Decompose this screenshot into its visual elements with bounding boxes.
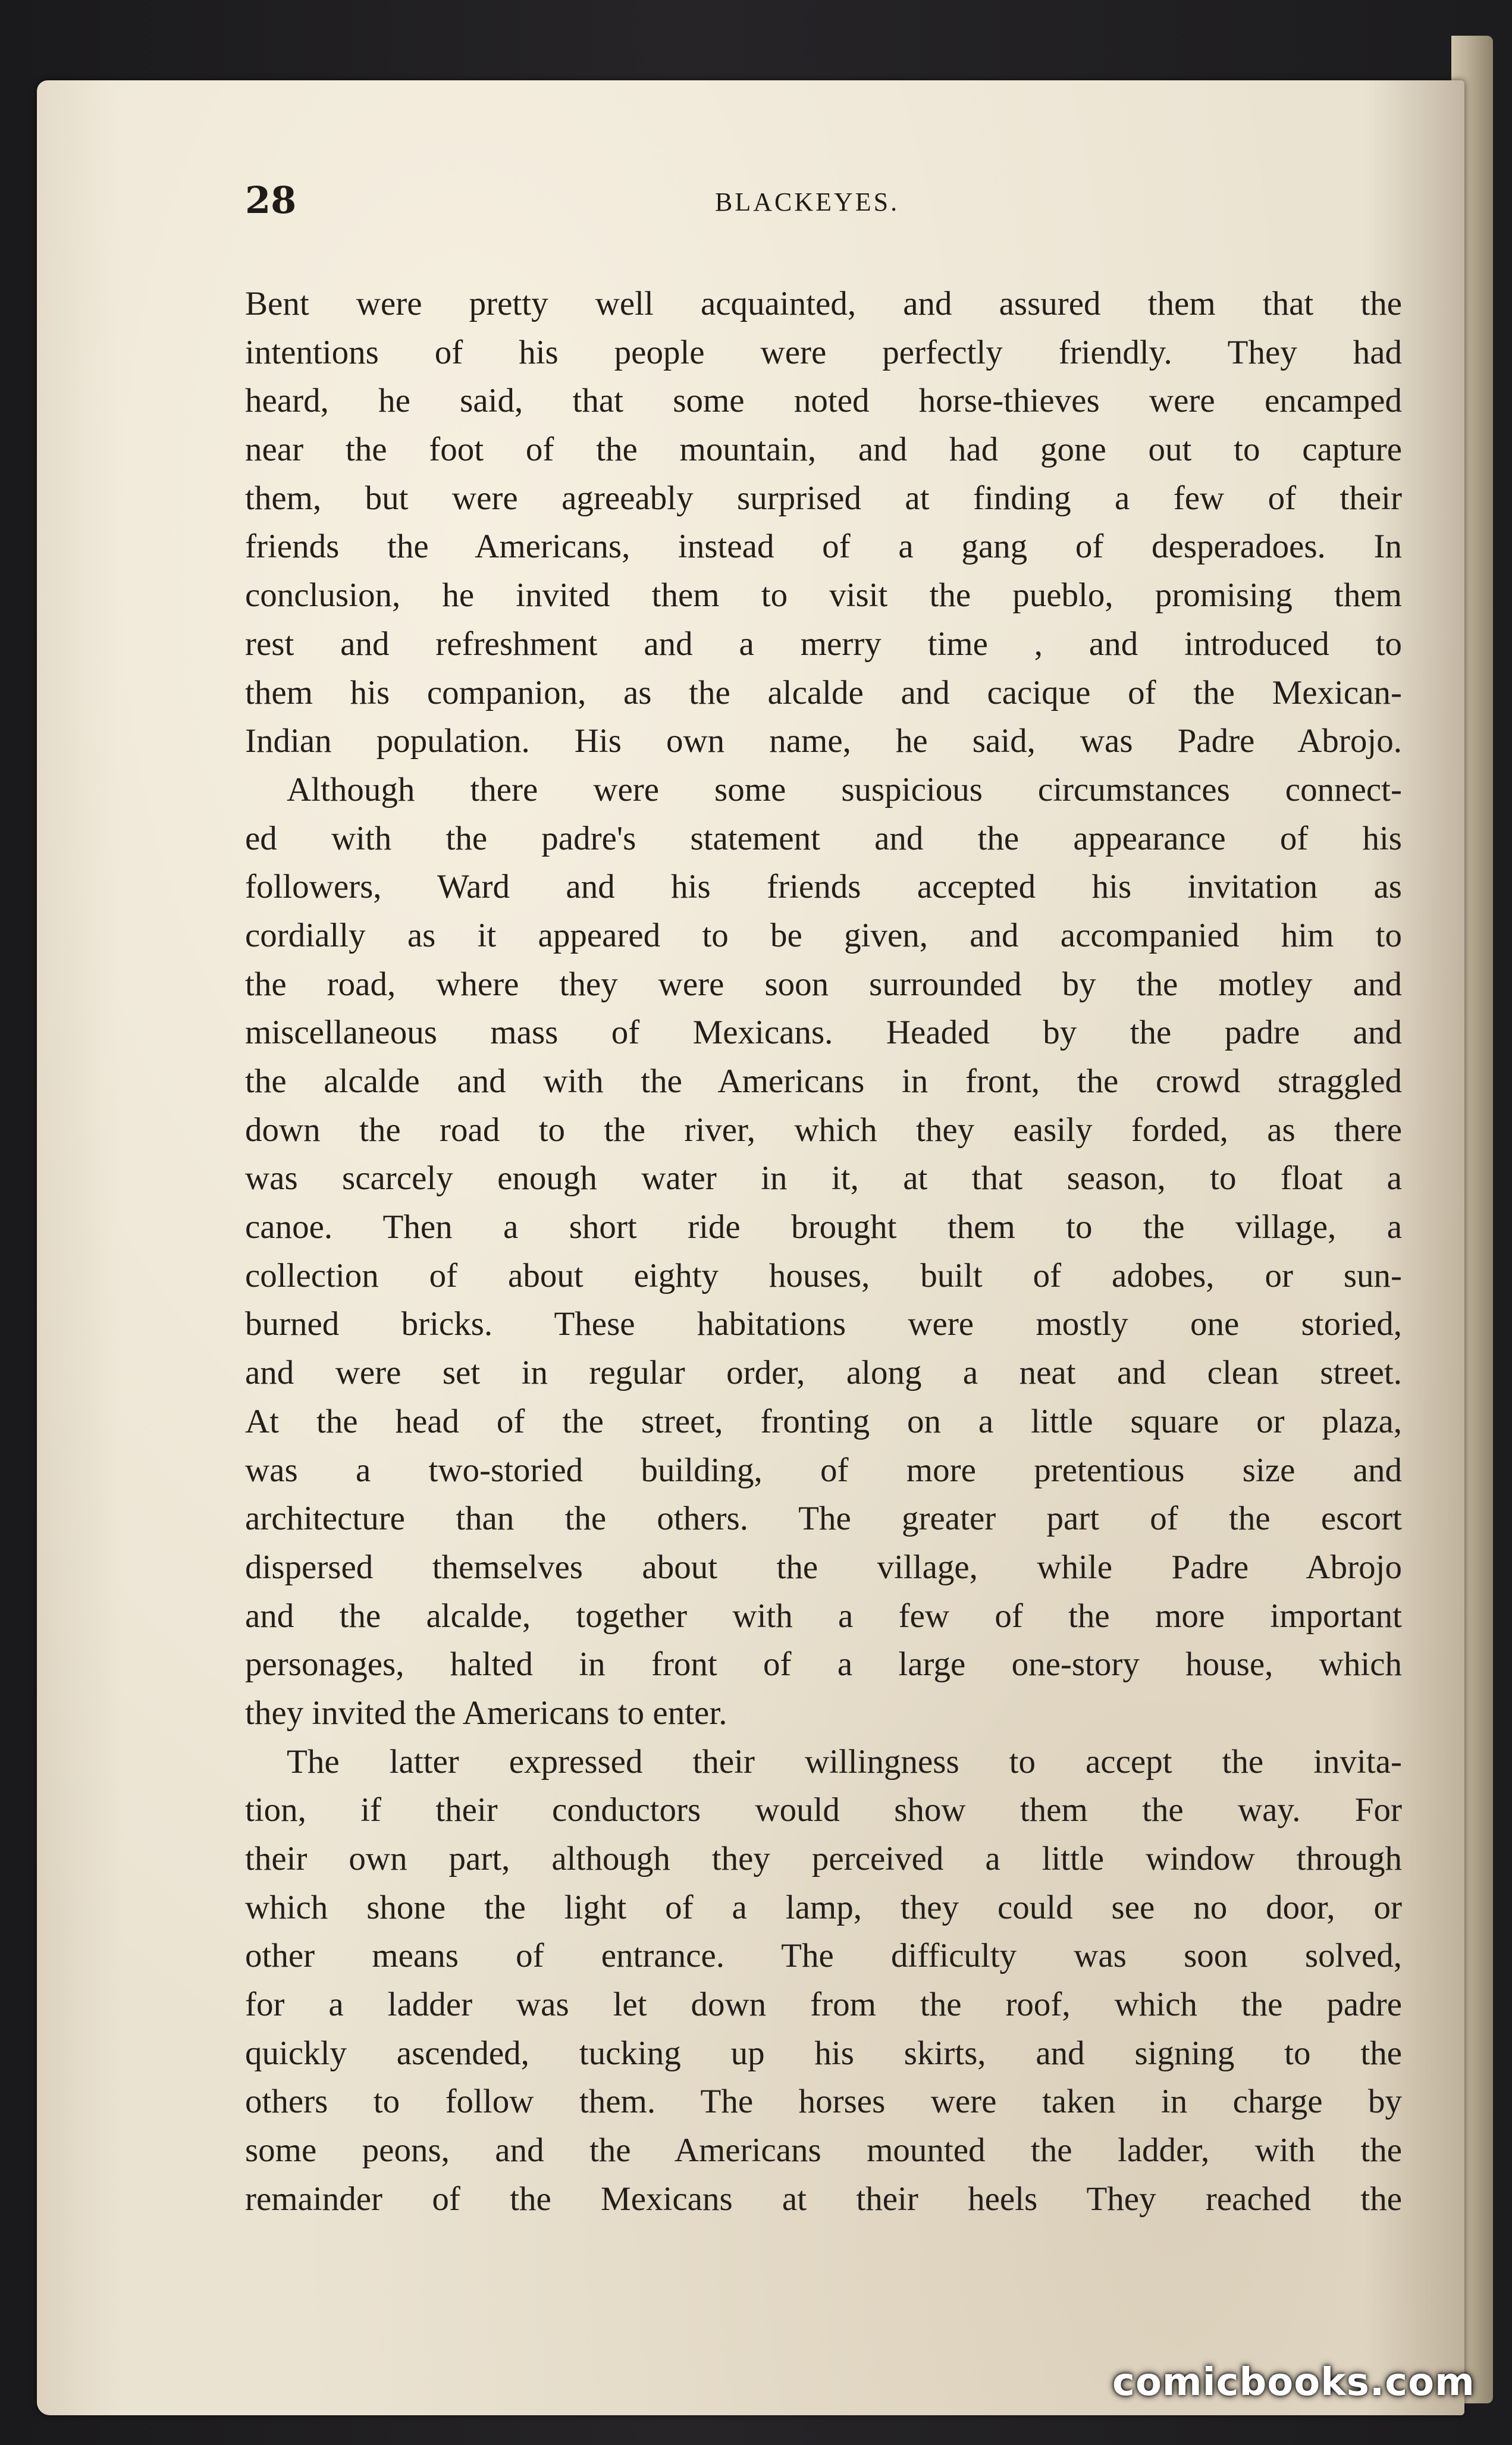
text-line: other means of entrance. The difficulty was soon solved, (245, 1937, 1402, 1975)
text-line: heard, he said, that some noted horse-thieves were encamped (245, 382, 1402, 420)
text-line: was a two-storied building, of more pretentious size and (245, 1451, 1402, 1489)
text-line: remainder of the Mexicans at their heels They reached the (245, 2180, 1402, 2218)
text-line: Although there were some suspicious circumstances connect- (287, 770, 1402, 808)
page-number: 28 (245, 178, 297, 222)
site-watermark: comicbooks.com (1112, 2361, 1475, 2405)
running-title: BLACKEYES. (715, 187, 900, 217)
text-line: for a ladder was let down from the roof, which the padre (245, 1986, 1402, 2024)
text-line: and the alcalde, together with a few of the more important (245, 1597, 1402, 1635)
text-line: followers, Ward and his friends accepted his invitation as (245, 868, 1402, 906)
text-line: they invited the Americans to enter. (245, 1694, 727, 1732)
text-line: rest and refreshment and a merry time , and introduced to (245, 625, 1402, 663)
text-line: the road, where they were soon surrounded by the motley and (245, 965, 1402, 1003)
text-line: near the foot of the mountain, and had gone out to capture (245, 431, 1402, 469)
text-line: was scarcely enough water in it, at that season, to float a (245, 1159, 1402, 1198)
text-line: quickly ascended, tucking up his skirts, and signing to the (245, 2034, 1402, 2072)
text-line: At the head of the street, fronting on a little square or plaza, (245, 1402, 1402, 1440)
text-line: friends the Americans, instead of a gang of desperadoes. In (245, 528, 1402, 566)
text-line: the alcalde and with the Americans in front, the crowd straggled (245, 1062, 1402, 1100)
text-line: their own part, although they perceived a little window through (245, 1840, 1402, 1877)
running-head (245, 178, 1405, 238)
text-line: personages, halted in front of a large one-story house, which (245, 1645, 1402, 1684)
text-line: cordially as it appeared to be given, and accompanied him to (245, 916, 1402, 954)
text-line: Bent were pretty well acquainted, and assured them that the (245, 285, 1402, 322)
text-line: tion, if their conductors would show them the way. For (245, 1791, 1402, 1829)
text-line: conclusion, he invited them to visit the pueblo, promising them (245, 576, 1402, 615)
text-line: miscellaneous mass of Mexicans. Headed by the padre and (245, 1014, 1402, 1052)
text-line: down the road to the river, which they easily forded, as there (245, 1111, 1402, 1149)
text-line: dispersed themselves about the village, while Padre Abrojo (245, 1548, 1402, 1586)
text-line: others to follow them. The horses were taken in charge by (245, 2083, 1402, 2121)
text-line: and were set in regular order, along a neat and clean street. (245, 1354, 1402, 1392)
text-line: burned bricks. These habitations were mostly one storied, (245, 1305, 1402, 1343)
text-line: them, but were agreeably surprised at finding a few of their (245, 479, 1402, 517)
text-line: collection of about eighty houses, built of adobes, or sun- (245, 1256, 1402, 1294)
text-line: architecture than the others. The greater part of the escort (245, 1500, 1402, 1538)
text-line: them his companion, as the alcalde and cacique of the Mexican- (245, 673, 1402, 711)
text-line: Indian population. His own name, he said, was Padre Abrojo. (245, 722, 1402, 760)
text-line: The latter expressed their willingness to accept the invita- (287, 1742, 1402, 1781)
text-line: intentions of his people were perfectly friendly. They had (245, 333, 1402, 371)
text-line: canoe. Then a short ride brought them to the village, a (245, 1208, 1402, 1246)
text-line: some peons, and the Americans mounted the ladder, with the (245, 2131, 1402, 2170)
text-line: which shone the light of a lamp, they could see no door, or (245, 1888, 1402, 1926)
body-text (245, 280, 1402, 2224)
text-line: ed with the padre's statement and the appearance of his (245, 819, 1402, 857)
